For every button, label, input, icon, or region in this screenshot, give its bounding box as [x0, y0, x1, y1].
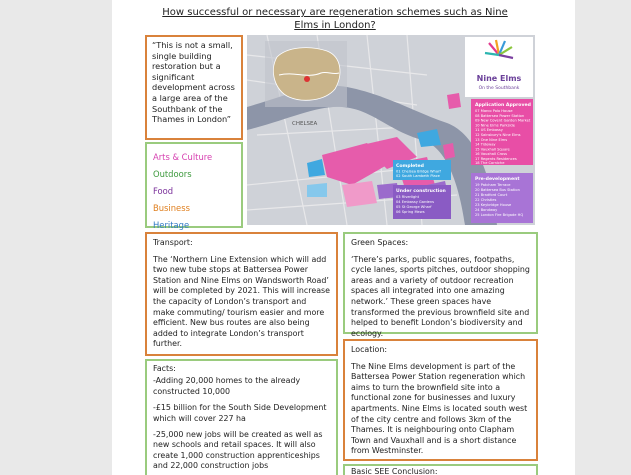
legend-completed [393, 160, 451, 180]
theme-business: Business [153, 203, 190, 213]
svg-text:05 St George Wharf: 05 St George Wharf [396, 205, 432, 209]
nine-elms-map [247, 35, 535, 225]
svg-text:02 South Lambeth Place: 02 South Lambeth Place [396, 174, 440, 178]
svg-text:10 Nine Elms Parkside: 10 Nine Elms Parkside [475, 123, 515, 128]
svg-text:17 Regents Residences: 17 Regents Residences [475, 157, 517, 161]
area-label: CHELSEA [292, 121, 318, 127]
svg-text:03 Riverlight: 03 Riverlight [396, 195, 419, 199]
svg-text:06 Spring Mews: 06 Spring Mews [396, 210, 425, 214]
svg-text:07 Marco Polo House: 07 Marco Polo House [475, 109, 513, 113]
quote-box [145, 35, 243, 140]
svg-text:25 London Fire Brigade HQ: 25 London Fire Brigade HQ [475, 213, 524, 217]
svg-text:21 Bradford Court: 21 Bradford Court [475, 193, 508, 197]
logo-subtitle: On the Southbank [478, 86, 520, 91]
svg-text:Application Approved: Application Approved [475, 103, 531, 108]
transport-box [145, 232, 338, 356]
svg-text:20 Battersea Bus Station: 20 Battersea Bus Station [475, 188, 520, 192]
viewer-background-right [575, 0, 631, 475]
green-spaces-box [343, 232, 538, 338]
theme-arts-culture: Arts & Culture [153, 152, 213, 162]
theme-outdoors: Outdoors [153, 169, 192, 179]
map-image [247, 35, 535, 225]
svg-text:22 Christies: 22 Christies [475, 198, 497, 202]
conclusion-box [343, 464, 538, 475]
legend-under-construction [393, 185, 451, 219]
svg-text:23 Keybridge House: 23 Keybridge House [475, 203, 512, 207]
svg-text:18 The Corniche: 18 The Corniche [475, 161, 505, 165]
nine-elms-logo [465, 37, 533, 97]
svg-text:11 US Embassy: 11 US Embassy [475, 128, 503, 133]
green-spaces-heading: Green Spaces: [351, 238, 409, 247]
location-body: The Nine Elms development is part of the Battersea Power Station regeneration which aims to turn the brownfield site into a functional zone for businesses and luxury apartments. Nine Elms is located south west of the city centre and follows 3km of the Thames. It is neighbouring onto Clapham Town and Vauxhall and is a short distance from Westminster. [351, 361, 528, 456]
svg-text:Under construction: Under construction [396, 189, 446, 194]
svg-text:09 New Covent Garden Market: 09 New Covent Garden Market [475, 118, 531, 123]
quote-text: “This is not a small, single building restoration but a significant development across a large area of the Southbank of the Thames in London” [152, 40, 235, 125]
page-title: How successful or necessary are regeneration schemes such as Nine Elms in London? [162, 7, 508, 31]
theme-food: Food [153, 186, 174, 196]
svg-text:08 Battersea Power Station: 08 Battersea Power Station [475, 113, 525, 118]
svg-text:Completed: Completed [396, 164, 424, 169]
svg-text:12 Sainsbury's Nine Elms: 12 Sainsbury's Nine Elms [475, 133, 521, 137]
green-spaces-body: ‘There’s parks, public squares, footpaths, cycle lanes, sports pitches, outdoor shopping areas and a variety of outdoor recreation spaces all integrated into one amazing network.’ These green spaces have transformed the previous brownfield site and helped to benefit London’s biodiversity and ecology. [351, 254, 530, 338]
svg-text:04 Embassy Gardens: 04 Embassy Gardens [396, 200, 435, 204]
svg-text:14 Tideway: 14 Tideway [475, 142, 496, 147]
facts-heading: Facts: [153, 364, 176, 373]
legend-pre-development [471, 173, 533, 223]
location-heading: Location: [351, 345, 388, 354]
london-inset [265, 41, 347, 107]
svg-text:01 Chelsea Bridge Wharf: 01 Chelsea Bridge Wharf [396, 169, 441, 174]
svg-text:15 Vauxhall Square: 15 Vauxhall Square [475, 147, 510, 152]
svg-text:24 Bondway: 24 Bondway [475, 208, 498, 212]
facts-box [145, 359, 338, 475]
fact-item: -£15 billion for the South Side Development which will cover 227 ha [153, 403, 327, 423]
transport-body: The ‘Northern Line Extension which will add two new tube stops at Battersea Power Station and Nine Elms on Wandsworth Road’ will be completed by 2021. This will increase the capacity of London’s transport and make commuting/ tourism easier and more efficient. New bus routes are also being added to integrate London’s transport further. [153, 254, 330, 349]
legend-approved [471, 99, 533, 165]
location-box [343, 339, 538, 461]
fact-item: -25,000 new jobs will be created as well as new schools and retail spaces. It will also create 1,000 construction apprenticeships and 22,000 construction jobs [153, 430, 323, 471]
svg-text:16 Vauxhall Cross: 16 Vauxhall Cross [475, 152, 507, 157]
transport-heading: Transport: [153, 238, 193, 247]
viewer-background-left [0, 0, 112, 475]
themes-box [145, 142, 243, 228]
logo-title: Nine Elms [476, 74, 522, 83]
conclusion-heading: Basic SEE Conclusion: [351, 467, 438, 475]
svg-text:19 Patcham Terrace: 19 Patcham Terrace [475, 183, 511, 187]
fact-item: -Adding 20,000 homes to the already constructed 10,000 [153, 376, 301, 396]
svg-text:Pre-development: Pre-development [475, 177, 520, 182]
theme-heritage: Heritage [153, 220, 190, 230]
svg-text:13 One Nine Elms: 13 One Nine Elms [475, 137, 508, 142]
